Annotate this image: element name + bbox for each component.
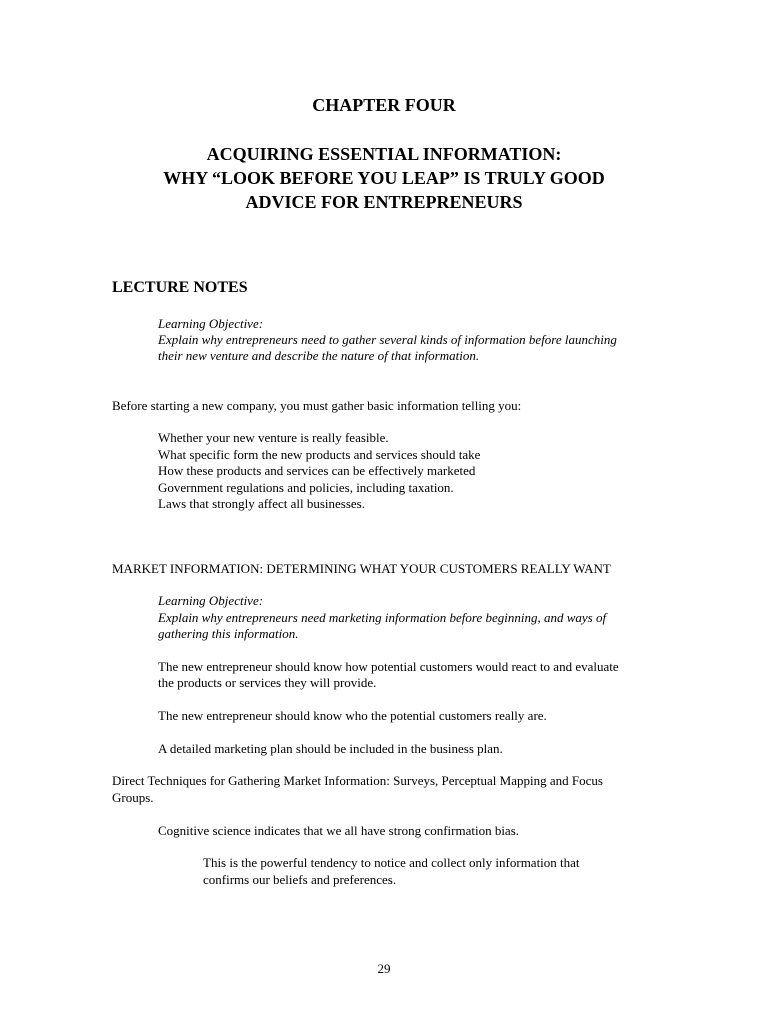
chapter-heading: CHAPTER FOUR: [312, 95, 456, 115]
list-item: How these products and services can be effectively marketed: [158, 463, 476, 478]
paragraph-line: the products or services they will provide.: [158, 675, 377, 690]
paragraph: Cognitive science indicates that we all have strong confirmation bias.: [158, 823, 520, 838]
paragraph: The new entrepreneur should know who the potential customers really are.: [158, 708, 547, 723]
objective-text-line: gathering this information.: [158, 626, 299, 641]
objective-label: Learning Objective:: [158, 593, 264, 608]
intro-text: Before starting a new company, you must gather basic information telling you:: [112, 398, 522, 413]
objective-label: Learning Objective:: [158, 316, 264, 331]
list-item: Whether your new venture is really feasible.: [158, 430, 389, 445]
chapter-title-line-1: ACQUIRING ESSENTIAL INFORMATION:: [206, 144, 562, 164]
paragraph: A detailed marketing plan should be included in the business plan.: [158, 741, 503, 756]
page-number: 29: [377, 961, 391, 976]
list-item: Laws that strongly affect all businesses.: [158, 496, 365, 511]
objective-text-line: Explain why entrepreneurs need to gather several kinds of information before launching: [158, 332, 617, 347]
paragraph-line: The new entrepreneur should know how potential customers would react to and evaluate: [158, 659, 619, 674]
objective-text-line: their new venture and describe the nature of that information.: [158, 348, 480, 363]
paragraph-line: Direct Techniques for Gathering Market Information: Surveys, Perceptual Mapping and Focus: [112, 773, 603, 788]
section-heading: MARKET INFORMATION: DETERMINING WHAT YOUR CUSTOMERS REALLY WANT: [112, 561, 611, 576]
chapter-title-line-3: ADVICE FOR ENTREPRENEURS: [245, 192, 523, 212]
paragraph-line: Groups.: [112, 790, 154, 805]
chapter-title-line-2: WHY “LOOK BEFORE YOU LEAP” IS TRULY GOOD: [163, 168, 605, 188]
list-item: Government regulations and policies, including taxation.: [158, 480, 454, 495]
list-item: What specific form the new products and services should take: [158, 447, 481, 462]
paragraph-line: This is the powerful tendency to notice and collect only information that: [203, 855, 580, 870]
lecture-notes-heading: LECTURE NOTES: [112, 279, 248, 296]
paragraph-line: confirms our beliefs and preferences.: [203, 872, 397, 887]
objective-text-line: Explain why entrepreneurs need marketing information before beginning, and ways of: [158, 610, 607, 625]
